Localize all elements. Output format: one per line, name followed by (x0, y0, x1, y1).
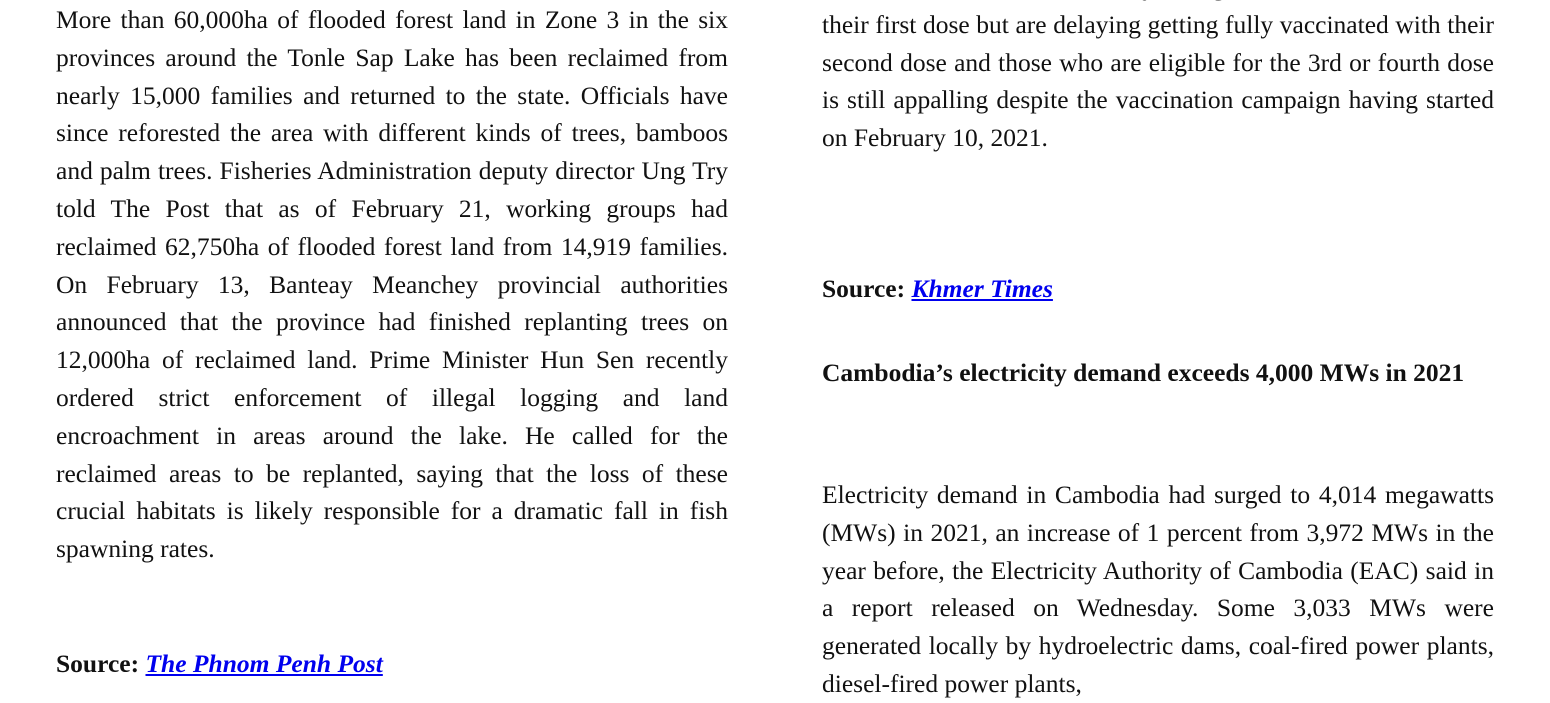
source-link-phnom-penh-post[interactable]: The Phnom Penh Post (145, 649, 383, 678)
source-line-phnom-penh-post (56, 645, 383, 683)
source-link-khmer-times[interactable]: Khmer Times (911, 274, 1053, 303)
article-paragraph-flooded-forest: More than 60,000ha of flooded forest land in Zone 3 in the six provinces around the Tonle Sap Lake has been reclaimed from nearly 15,000 families and returned to the state. Officials have since reforested the area with different kinds of trees, bamboos and palm trees. Fisheries Administration deputy director Ung Try told The Post that as of February 21, working groups had reclaimed 62,750ha of flooded forest land from 14,919 families. On February 13, Banteay Meanchey provincial authorities announced that the province had finished replanting trees on 12,000ha of reclaimed land. Prime Minister Hun Sen recently ordered strict enforcement of illegal logging and land encroachment in areas around the lake. He called for the reclaimed areas to be replanted, saying that the loss of these crucial habitats is likely responsible for a dramatic fall in fish spawning rates. (56, 5, 728, 564)
right-column (822, 0, 1494, 698)
article-paragraph-electricity: Electricity demand in Cambodia had surged to 4,014 megawatts (MWs) in 2021, an increase of 1 percent from 3,972 MWs in the year before, the Electricity Authority of Cambodia (EAC) said in a report released on Wednesday. Some 3,033 MWs were generated locally by hydroelectric dams, coal-fired power plants, diesel-fired power plants, (822, 480, 1494, 698)
left-column (56, 0, 728, 678)
source-label: Source: (822, 274, 906, 303)
source-line-khmer-times (822, 270, 1053, 308)
source-label: Source: (56, 649, 140, 678)
article-paragraph-vaccination: their first dose but are delaying getting fully vaccinated with their second dose and those who are eligible for the 3rd or fourth dose is still appalling despite the vaccination campaign having started on February 10, 2021. (822, 9, 1494, 153)
article-headline-electricity: Cambodia’s electricity demand exceeds 4,000 MWs in 2021 (822, 358, 1465, 387)
article-body-electricity (822, 476, 1494, 703)
